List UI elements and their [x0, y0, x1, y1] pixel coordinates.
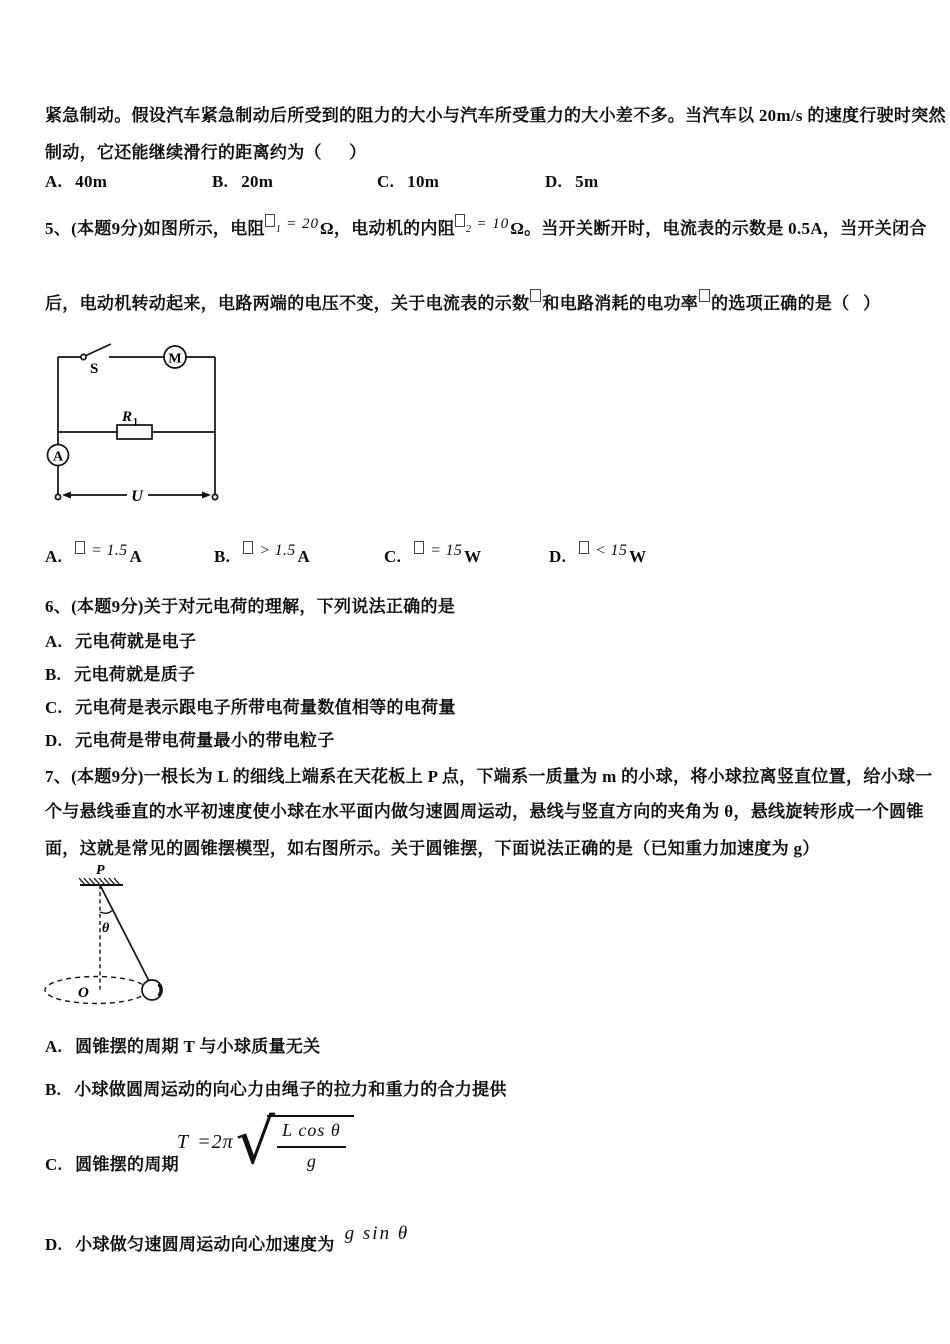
q7-stem-line2: 个与悬线垂直的水平初速度使小球在水平面内做匀速圆周运动，悬线与竖直方向的夹角为 θ，悬线旋转形成一个圆锥: [45, 802, 924, 821]
missing-glyph-box: [530, 289, 541, 302]
q5-stem2-text-2: 和电路消耗的电功率: [542, 294, 699, 313]
q5-stem-line2: [45, 289, 880, 314]
circuit-diagram: [45, 337, 225, 507]
option-text: 元电荷是表示跟电子所带电荷量数值相等的电荷量: [75, 698, 456, 717]
option-key: B.: [214, 547, 231, 566]
option-key: B.: [45, 665, 62, 684]
missing-glyph-box: [243, 541, 253, 554]
q4-stem-line1: 紧急制动。假设汽车紧急制动后所受到的阻力的大小与汽车所受重力的大小差不多。当汽车以 20m/s 的速度行驶时突然: [45, 106, 946, 125]
option-text: 小球做圆周运动的向心力由绳子的拉力和重力的合力提供: [74, 1080, 507, 1099]
q5-stem-text-2: Ω，电动机的内阻: [320, 219, 456, 238]
q6-option-c: [45, 693, 456, 718]
terminal-right: [212, 494, 217, 499]
option-key: D.: [545, 172, 563, 191]
circular-path-ellipse: [45, 977, 147, 1004]
q6-option-a: [45, 627, 196, 652]
q7-option-d: [45, 1223, 410, 1256]
q5-option-c: [384, 542, 482, 567]
q5-stem-line1: [45, 214, 927, 239]
fraction-denominator: g: [306, 1151, 316, 1171]
missing-glyph-box: [455, 214, 465, 227]
eq-text: = 1.5: [91, 542, 128, 559]
voltage-label: U: [131, 488, 143, 505]
resistor-subscript: 1: [133, 417, 138, 428]
eq-text: = 15: [430, 542, 463, 559]
q5-eq-r1-subscript: 1: [275, 224, 282, 235]
ammeter-label: A: [52, 449, 64, 465]
q5-eq-r2-value: = 10: [476, 216, 510, 232]
q5-option-d-eq: [579, 542, 627, 559]
q7-option-d-formula: g sin θ: [344, 1223, 410, 1244]
q7-option-c: [45, 1150, 179, 1175]
pivot-label: P: [96, 863, 105, 878]
q4-stem-line2: 制动，它还能继续滑行的距离约为（ ）: [45, 143, 367, 162]
conical-pendulum-diagram: [32, 858, 172, 1010]
switch-lever-icon: [86, 344, 111, 356]
q5-equation-r1: [265, 216, 320, 235]
fraction-numerator: L cos θ: [277, 1120, 346, 1148]
option-key: D.: [45, 1235, 63, 1254]
q5-stem-text-3: Ω。当开关断开时，电流表的示数是 0.5A，当开关闭合: [510, 219, 927, 238]
option-key: A.: [45, 172, 63, 191]
voltage-arrowhead-right: [202, 492, 211, 499]
option-unit: A: [129, 547, 143, 566]
option-text: 圆锥摆的周期 T 与小球质量无关: [75, 1037, 321, 1056]
q7-option-c-formula: [177, 1103, 354, 1181]
missing-glyph-box: [265, 214, 275, 227]
option-key: B.: [45, 1080, 62, 1099]
q4-option-a: [45, 172, 107, 192]
option-key: A.: [45, 547, 63, 566]
center-label: O: [78, 985, 89, 1001]
option-unit: A: [297, 547, 311, 566]
option-key: C.: [45, 698, 63, 717]
option-unit: W: [629, 547, 647, 566]
q5-option-d: [549, 542, 647, 567]
motor-label: M: [168, 351, 182, 367]
option-text: 元电荷就是质子: [74, 665, 196, 684]
q5-option-a-eq: [75, 542, 127, 559]
option-key: C.: [384, 547, 402, 566]
angle-label: θ: [102, 921, 110, 936]
missing-glyph-box: [414, 541, 424, 554]
option-text: 10m: [407, 172, 440, 191]
radical-sign: √: [235, 1105, 276, 1178]
switch-label: S: [90, 361, 99, 377]
q5-eq-r2-subscript: 2: [466, 224, 472, 235]
q5-equation-r2: [455, 216, 510, 235]
resistor-label: R: [122, 409, 133, 425]
q4-option-b: [212, 172, 273, 192]
missing-glyph-box: [699, 289, 710, 302]
option-text: 20m: [241, 172, 274, 191]
q5-stem2-text-1: 后，电动机转动起来，电路两端的电压不变，关于电流表的示数: [45, 294, 530, 313]
radicand: [267, 1115, 354, 1173]
q6-stem: 6、(本题9分)关于对元电荷的理解，下列说法正确的是: [45, 597, 456, 616]
q7-stem-line3: 面，这就是常见的圆锥摆模型，如右图所示。关于圆锥摆，下面说法正确的是（已知重力加速度为 g）: [45, 839, 820, 858]
missing-glyph-box: [579, 541, 589, 554]
q5-option-a: [45, 542, 143, 567]
q6-option-d: [45, 726, 335, 751]
eq-text: > 1.5: [259, 542, 296, 559]
q5-option-b-eq: [243, 542, 295, 559]
q4-option-c: [377, 172, 439, 192]
option-text: 40m: [75, 172, 108, 191]
option-key: A.: [45, 632, 63, 651]
ball-icon: [142, 980, 162, 1000]
q7-stem-line1: 7、(本题9分)一根长为 L 的细线上端系在天花板上 P 点，下端系一质量为 m 的小球，将小球拉离竖直位置，给小球一: [45, 767, 933, 786]
q5-option-b: [214, 542, 311, 567]
q5-stem2-text-3: 的选项正确的是（ ）: [711, 294, 881, 313]
option-key: A.: [45, 1037, 63, 1056]
terminal-left: [55, 494, 60, 499]
option-unit: W: [464, 547, 482, 566]
option-key: D.: [45, 731, 63, 750]
q7-option-a: [45, 1032, 320, 1057]
option-text: 小球做匀速圆周运动向心加速度为: [75, 1235, 335, 1254]
q7-option-b: [45, 1075, 507, 1100]
option-key: B.: [212, 172, 229, 191]
voltage-arrowhead-left: [62, 492, 71, 499]
option-key: C.: [45, 1155, 63, 1174]
option-text: 元电荷是带电荷量最小的带电粒子: [75, 731, 335, 750]
formula-lhs: T: [177, 1130, 189, 1153]
ceiling-hatching: [79, 878, 120, 885]
formula-equals: =2π: [197, 1130, 234, 1153]
radical: [235, 1105, 354, 1178]
q4-option-d: [545, 172, 598, 192]
missing-glyph-box: [75, 541, 85, 554]
option-key: D.: [549, 547, 567, 566]
q5-eq-r1-value: = 20: [286, 216, 320, 232]
q5-option-c-eq: [414, 542, 462, 559]
switch-pivot: [81, 354, 86, 359]
angle-arc: [100, 910, 114, 914]
option-text: 元电荷就是电子: [75, 632, 197, 651]
option-text: 5m: [575, 172, 599, 191]
q6-option-b: [45, 660, 195, 685]
option-text: 圆锥摆的周期: [75, 1155, 179, 1174]
eq-text: < 15: [595, 542, 628, 559]
option-key: C.: [377, 172, 395, 191]
q5-stem-text-1: 5、(本题9分)如图所示，电阻: [45, 219, 265, 238]
